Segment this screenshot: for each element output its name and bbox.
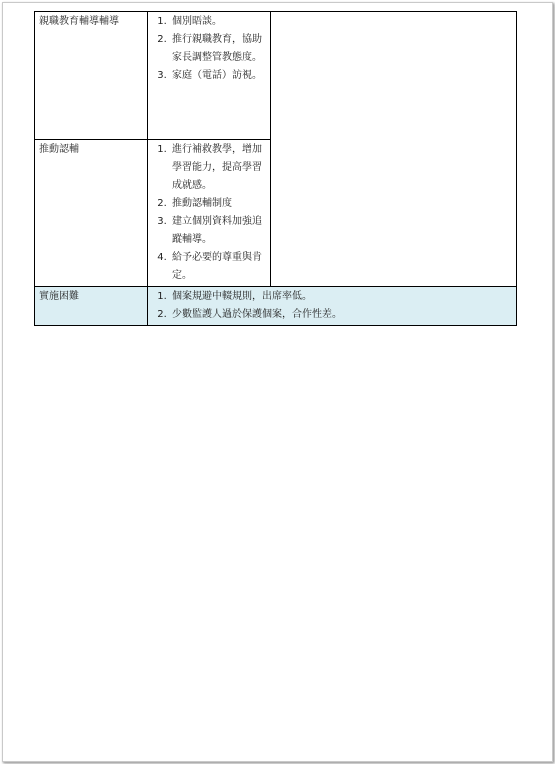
row-items-cell — [148, 140, 271, 287]
list-item: 3. 家庭（電話）訪視。 — [170, 67, 266, 85]
row-label-promote-mentoring: 推動認輔 — [35, 140, 148, 287]
list-item: 3. 建立個別資料加強追蹤輔導。 — [170, 213, 266, 249]
list-item: 1. 個案規避中輟規則，出席率低。 — [170, 288, 512, 306]
counseling-table — [34, 11, 517, 326]
list-item: 1. 個別晤談。 — [170, 13, 266, 31]
item-list — [152, 141, 266, 285]
item-list — [152, 13, 266, 85]
list-item: 2. 少數監護人過於保護個案，合作性差。 — [170, 306, 512, 324]
list-item: 2. 推行親職教育，協助家長調整管教態度。 — [170, 31, 266, 67]
list-item: 2. 推動認輔制度 — [170, 195, 266, 213]
list-item: 4. 給予必要的尊重與肯定。 — [170, 249, 266, 285]
row-items-cell — [148, 12, 271, 140]
row-label-difficulties: 實施困難 — [35, 287, 148, 326]
row-items-cell — [148, 287, 517, 326]
document-page — [2, 2, 553, 762]
row-label-parent-education: 親職教育輔導輔導 — [35, 12, 148, 140]
table-row — [35, 287, 517, 326]
list-item: 1. 進行補救教學，增加學習能力，提高學習成就感。 — [170, 141, 266, 195]
empty-cell — [271, 12, 517, 287]
item-list — [152, 288, 512, 324]
table-row — [35, 12, 517, 140]
